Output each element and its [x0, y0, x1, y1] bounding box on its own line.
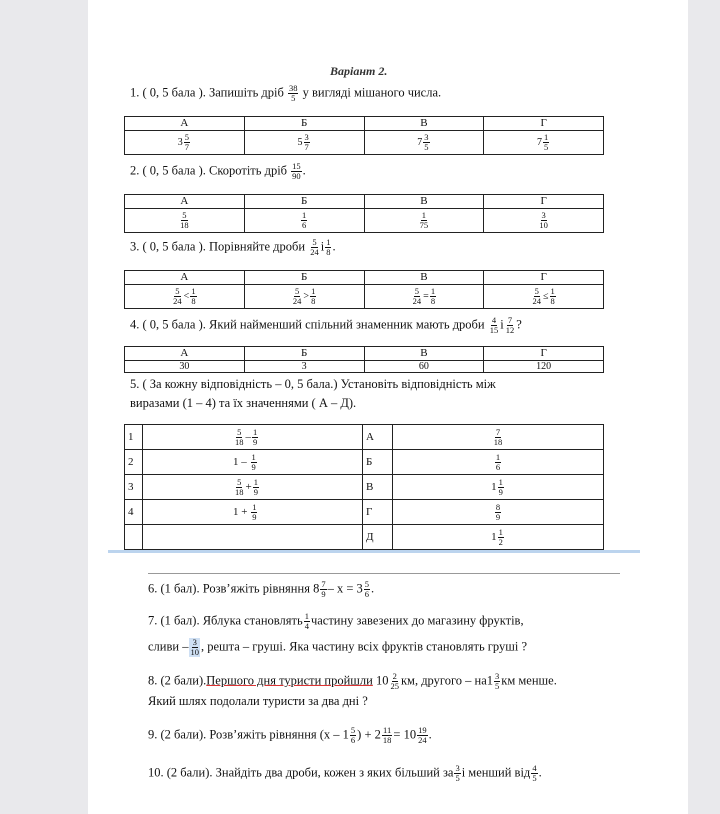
- fraction: $\frac{38}{5}$: [288, 83, 298, 103]
- mixed-number: 7 $\frac{3}{5}$: [364, 131, 484, 155]
- mixed-number: 3 $\frac{5}{7}$: [125, 131, 245, 155]
- question-2: 2. ( 0, 5 бала ). Скоротіть дріб $\frac{15}{90}$ .: [130, 161, 306, 181]
- question-7-line-2: сливи – $\frac{3}{10}$ , решта – груші. Яка частину всіх фруктів становлять груші ?: [148, 637, 528, 657]
- mixed-number: 7 $\frac{1}{5}$: [484, 131, 604, 155]
- question-7-line-1: 7. (1 бал). Яблука становлять $\frac{1}{4}$ частину завезених до магазину фруктів,: [148, 611, 524, 631]
- question-5-line-1: 5. ( За кожну відповідність – 0, 5 бала.) Установіть відповідність між: [130, 377, 496, 391]
- question-1: 1. ( 0, 5 бала ). Запишіть дріб $\frac{38}{5}$ у вигляді мішаного числа.: [130, 83, 442, 103]
- question-4: 4. ( 0, 5 бала ). Який найменший спільний знаменник мають дроби $\frac{4}{15}$ і $\frac{7}{12}$ ?: [130, 315, 522, 335]
- answer-table-4: А Б В Г 30 3 60 120: [124, 346, 604, 373]
- question-8-line-1: 8. (2 бали).Першого дня туристи пройшли 10 $\frac{2}{25}$ км, другого – на1 $\frac{3}{5}$ км менше.: [148, 671, 557, 691]
- answer-table-3: А Б В Г $\frac{5}{24}$ < $\frac{1}{8}$ $\frac{5}{24}$ > $\frac{1}{8}$ $\frac{5}{24}$ = $\frac{1}{8}$ $\frac{5}{24}$ ≤ $\frac{1}{8}$: [124, 270, 604, 309]
- document-page: [88, 0, 688, 814]
- variant-heading: Варіант 2.: [330, 64, 388, 78]
- question-8-line-2: Який шлях подолали туристи за два дні ?: [148, 694, 368, 708]
- question-10: 10. (2 бали). Знайдіть два дроби, кожен з яких більший за $\frac{3}{5}$ і менший від $\frac{4}{5}$ .: [148, 763, 542, 783]
- answer-table-2: А Б В Г $\frac{5}{18}$ $\frac{1}{6}$ $\frac{1}{75}$ $\frac{3}{10}$: [124, 194, 604, 233]
- ruler-line: [148, 573, 620, 574]
- answer-table-1: А Б В Г 3 $\frac{5}{7}$ 5 $\frac{3}{7}$ 7 $\frac{3}{5}$ 7 $\frac{1}{5}$: [124, 116, 604, 155]
- question-9: 9. (2 бали). Розв’яжіть рівняння (x – 1 $\frac{5}{6}$ ) + 2 $\frac{11}{18}$ = 10 $\frac{19}{24}$ .: [148, 725, 432, 745]
- question-5-line-2: виразами (1 – 4) та їх значеннями ( А – Д).: [130, 396, 357, 410]
- question-6: 6. (1 бал). Розв’яжіть рівняння 8 $\frac{7}{9}$ – x = 3 $\frac{5}{6}$ .: [148, 579, 375, 599]
- matching-table: 1 $\frac{5}{18}$ – $\frac{1}{9}$ А $\frac{7}{18}$ 2 1 – $\frac{1}{9}$ Б $\frac{1}{6}$ 3 $\frac{5}{18}$ + $\frac{1}{9}$ В 1 $\frac{1}{9}$ 4 1 + $\frac{1}{9}$ Г $\frac{8}{9}$ Д 1 $\frac{1}{2}$: [124, 424, 604, 550]
- page-break-bar: [108, 550, 640, 553]
- question-3: 3. ( 0, 5 бала ). Порівняйте дроби $\frac{5}{24}$ і $\frac{1}{8}$ .: [130, 237, 336, 257]
- mixed-number: 5 $\frac{3}{7}$: [244, 131, 364, 155]
